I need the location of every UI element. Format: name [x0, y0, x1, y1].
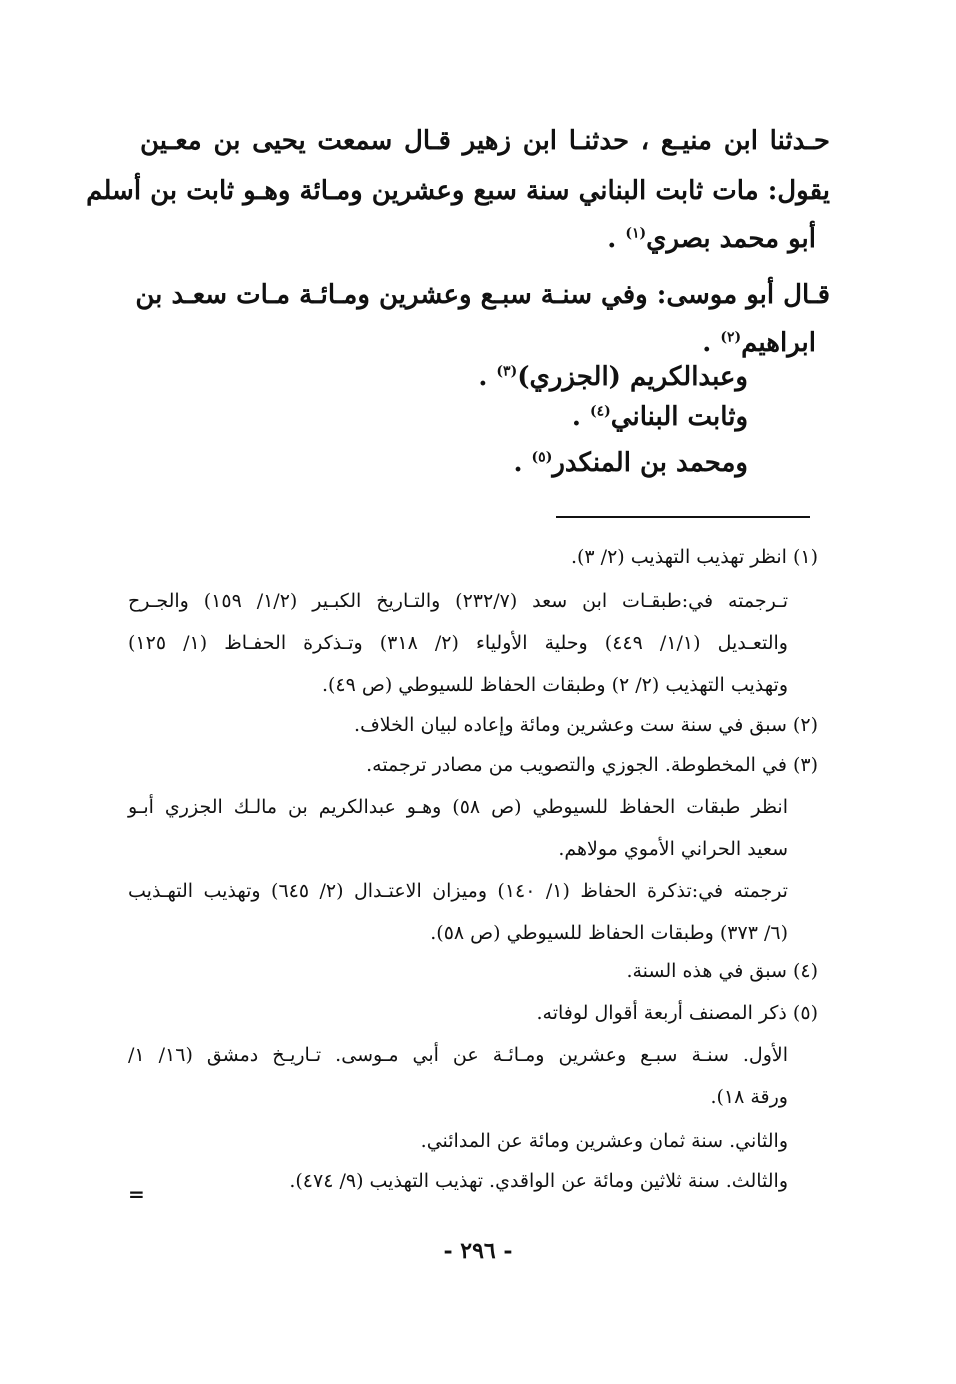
footnote-line: والتعـديل (١/١/ ٤٤٩) وحلية الأولياء (٢/ ٣١٨) وتـذكرة الحفـاظ (١/ ١٢٥): [128, 632, 788, 654]
footnote-line: ورقة ١٨).: [710, 1086, 788, 1108]
footnote-3: (٣) في المخطوطة. الجوزي والتصويب من مصادر ترجمته.: [366, 754, 818, 776]
footnote-line: وتهذيب التهذيب (٢/ ٢) وطبقات الحفاظ للسيوطي (ص ٤٩).: [321, 674, 788, 696]
footnote-5: (٥) ذكر المصنف أربعة أقوال لوفاته.: [536, 1002, 818, 1024]
footnote-4: (٤) سبق في هذه السنة.: [626, 960, 818, 982]
main-text-line: أبو محمد بصري$^{(١)}$ .: [607, 224, 816, 254]
footnote-ref-4: (٤): [590, 403, 611, 420]
footnote-line: الأول. سنـة سبـع وعشرين ومـائـة عن أبي مـوسى. تـاريـخ دمشق (١٦/ ١/: [128, 1044, 788, 1066]
footnote-ref-3: (٣): [496, 363, 518, 380]
page-number: - ٢٩٦ -: [443, 1238, 513, 1264]
main-text-line: يقول: مات ثابت البناني سنة سبع وعشرين ومـائة وهـو ثابت بن أسلم: [86, 176, 830, 206]
main-text-line: قـال أبو موسى: وفي سنـة سبـع وعشرين ومـائـة مـات سعـد بن: [135, 280, 830, 310]
footnote-line: ترجمته في:تذكرة الحفاظ (١/ ١٤٠) وميزان الاعتـدال (٢/ ٦٤٥) وتهذيب التهـذيب: [128, 880, 788, 902]
footnote-ref-1: (١): [625, 225, 647, 242]
footnote-1: (١) انظر تهذيب التهذيب (٢/ ٣).: [570, 546, 818, 568]
main-text-line: ابراهيم$^{(٢)}$ .: [702, 328, 816, 358]
footnote-2: (٢) سبق في سنة ست وعشرين ومائة وإعاده لبيان الخلاف.: [354, 714, 818, 736]
main-text-line: وعبدالكريم (الجزري)$^{(٣)}$ .: [478, 362, 748, 392]
footnote-line: سعيد الحراني الأموي مولاهم.: [558, 838, 788, 860]
footnote-ref-2: (٢): [720, 329, 742, 346]
footnote-separator: [556, 516, 810, 518]
footnote-line: انظر طبقات الحفاظ للسيوطي (ص ٥٨) وهـو عبدالكريم بن مالـك الجزري أبـو: [128, 796, 788, 818]
main-text-line: وثابت البناني$^{(٤)}$ .: [571, 402, 748, 432]
footnote-line: تـرجمته في:طبقـات ابن سعد (٢٣٢/٧) والتـاريخ الكبـير (١/٢/ ١٥٩) والجـرح: [128, 590, 788, 612]
footnote-line: والثالث. سنة ثلاثين ومائة عن الواقدي. تهذيب التهذيب (٩/ ٤٧٤).: [289, 1170, 788, 1192]
footnote-line: والثاني. سنة ثمان وعشرين ومائة عن المدائني.: [420, 1130, 788, 1152]
footnote-ref-5: (٥): [531, 449, 553, 466]
footnote-line: (٦/ ٣٧٣) وطبقات الحفاظ للسيوطي (ص ٥٨).: [430, 922, 788, 944]
main-text-line: حـدثنا ابن منيـع ، حدثنـا ابن زهير قـال سمعت يحيى بن معـين: [140, 126, 830, 156]
continuation-mark: =: [128, 1182, 145, 1206]
main-text-line: ومحمد بن المنكدر$^{(٥)}$ .: [513, 448, 748, 478]
